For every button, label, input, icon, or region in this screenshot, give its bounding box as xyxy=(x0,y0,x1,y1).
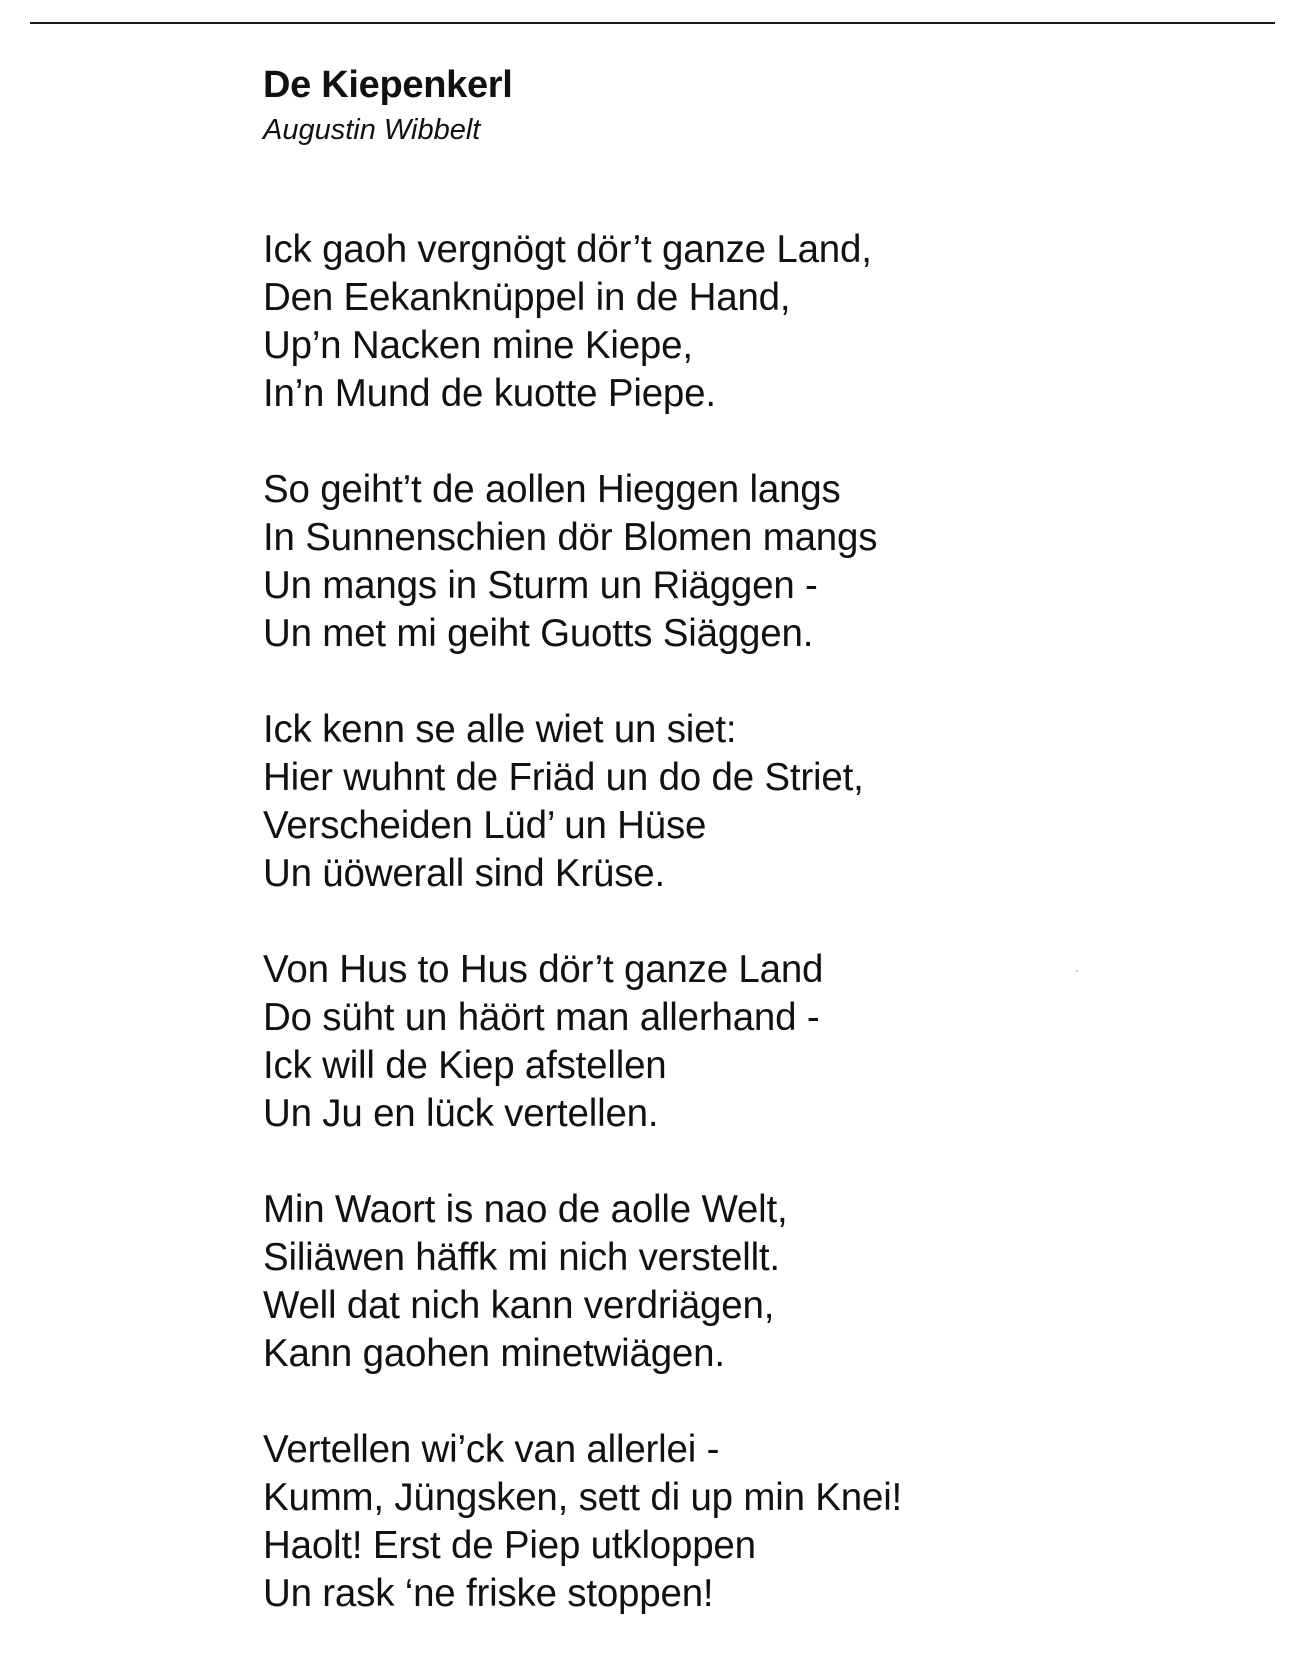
poem-line: Un met mi geiht Guotts Siäggen. xyxy=(263,612,814,655)
poem-line: Un Ju en lück vertellen. xyxy=(263,1092,659,1135)
poem-line: Un rask ‘ne friske stoppen! xyxy=(263,1572,714,1615)
stanza-4 xyxy=(263,946,1163,1138)
stanza-1 xyxy=(263,226,1163,418)
stanza-5 xyxy=(263,1186,1163,1378)
scan-speck xyxy=(1076,970,1078,972)
poem-line: Siliäwen häffk mi nich verstellt. xyxy=(263,1236,780,1279)
top-divider-rule xyxy=(30,22,1275,24)
poem-title: De Kiepenkerl xyxy=(263,64,513,106)
poem-line: Un üöwerall sind Krüse. xyxy=(263,852,665,895)
poem-body xyxy=(263,226,1163,1618)
stanza-3 xyxy=(263,706,1163,898)
poem-line: Ick kenn se alle wiet un siet: xyxy=(263,708,737,751)
poem-line: Up’n Nacken mine Kiepe, xyxy=(263,324,693,367)
poem-line: In’n Mund de kuotte Piepe. xyxy=(263,372,716,415)
poem-line: Vertellen wi’ck van allerlei - xyxy=(263,1428,720,1471)
stanza-6 xyxy=(263,1426,1163,1618)
poem-line: Un mangs in Sturm un Riäggen - xyxy=(263,564,818,607)
poem-author: Augustin Wibbelt xyxy=(263,114,481,146)
poem-line: Do süht un häört man allerhand - xyxy=(263,996,820,1039)
poem-line: Hier wuhnt de Friäd un do de Striet, xyxy=(263,756,864,799)
poem-line: Well dat nich kann verdriägen, xyxy=(263,1284,775,1327)
poem-line: Kumm, Jüngsken, sett di up min Knei! xyxy=(263,1476,903,1519)
poem-line: Den Eekanknüppel in de Hand, xyxy=(263,276,791,319)
poem-line: Ick will de Kiep afstellen xyxy=(263,1044,667,1087)
poem-line: Haolt! Erst de Piep utkloppen xyxy=(263,1524,756,1567)
stanza-2 xyxy=(263,466,1163,658)
poem-page xyxy=(263,62,1163,1618)
poem-line: So geiht’t de aollen Hieggen langs xyxy=(263,468,841,511)
poem-line: In Sunnenschien dör Blomen mangs xyxy=(263,516,878,559)
poem-line: Von Hus to Hus dör’t ganze Land xyxy=(263,948,824,991)
poem-line: Min Waort is nao de aolle Welt, xyxy=(263,1188,788,1231)
poem-line: Ick gaoh vergnögt dör’t ganze Land, xyxy=(263,228,872,271)
poem-line: Kann gaohen minetwiägen. xyxy=(263,1332,725,1375)
poem-line: Verscheiden Lüd’ un Hüse xyxy=(263,804,707,847)
